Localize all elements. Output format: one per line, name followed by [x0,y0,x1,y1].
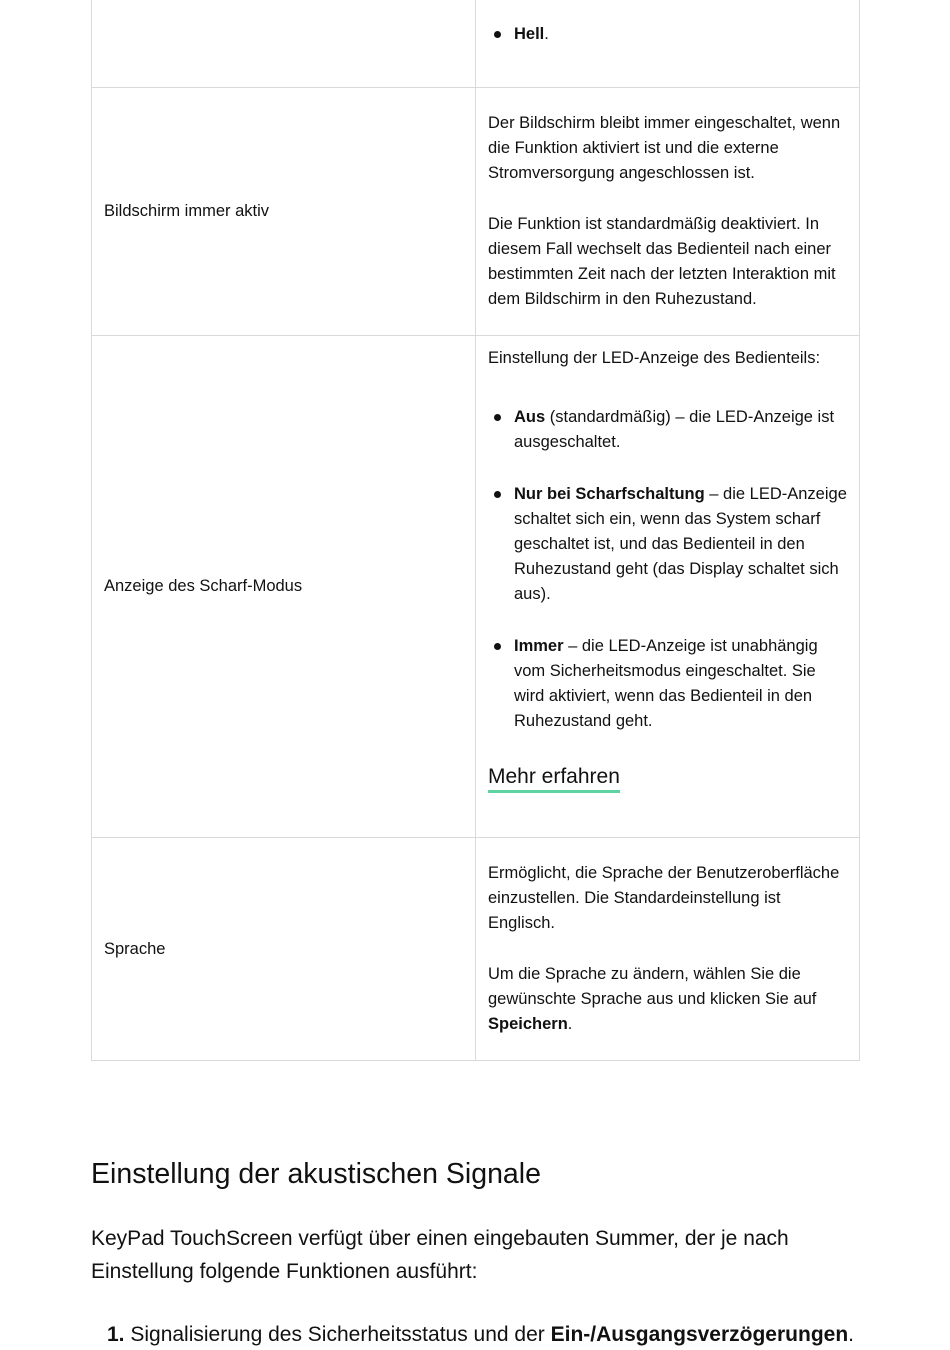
brightness-options-list [488,22,847,47]
setting-label-anzeige: Anzeige des Scharf-Modus [92,336,476,838]
description-paragraph: Ermöglicht, die Sprache der Benutzeroberfläche einzustellen. Die Standardeinstellung ist Englisch. [488,864,840,932]
option-text: (standardmäßig) – die LED-Anzeige ist ausgeschaltet. [514,408,835,451]
option-name: Hell [514,25,545,43]
option-name: Nur bei Scharfschaltung [514,485,705,503]
learn-more-link[interactable]: Mehr erfahren [488,764,620,793]
description-text: . [567,1015,573,1033]
option-text: . [544,25,549,43]
list-item [488,405,847,455]
description-text: Um die Sprache zu ändern, wählen Sie die gewünschte Sprache aus und klicken Sie auf [488,965,817,1008]
section-intro: KeyPad TouchScreen verfügt über einen eingebauten Summer, der je nach Einstellung folgende Funktionen ausführt: [91,1227,789,1283]
setting-label-sprache: Sprache [92,838,476,1061]
setting-description-cell [476,0,860,88]
option-name: Immer [514,637,564,655]
setting-label-bildschirm: Bildschirm immer aktiv [92,88,476,336]
list-item [91,1320,871,1350]
description-paragraph: Der Bildschirm bleibt immer eingeschaltet, wenn die Funktion aktiviert ist und die externe Stromversorgung angeschlossen ist. [488,114,841,182]
setting-description-cell [476,88,860,336]
option-name: Aus [514,408,546,426]
led-options-list [488,405,847,734]
list-text-end: . [848,1323,854,1346]
settings-table [91,0,860,1061]
setting-description-cell [476,336,860,838]
list-number: 1. [107,1323,125,1346]
table-row [92,88,860,336]
table-row [92,336,860,838]
option-text: – die LED-Anzeige ist unabhängig vom Sicherheitsmodus eingeschaltet. Sie wird aktiviert, wenn das Bedienteil in den Ruhezustand geht. [514,637,818,730]
section-heading: Einstellung der akustischen Signale [91,1158,541,1190]
list-item [488,634,847,734]
list-item [488,482,847,607]
list-item [488,22,847,47]
setting-description-cell [476,838,860,1061]
description-paragraph: Einstellung der LED-Anzeige des Bedienteils: [488,349,821,367]
link-wrapper [488,764,847,793]
functions-list [91,1320,871,1350]
table-row [92,0,860,88]
option-text: – die LED-Anzeige schaltet sich ein, wenn das System scharf geschaltet ist, und das Bedienteil in den Ruhezustand geht (das Display schaltet sich aus). [514,485,847,603]
table-row [92,838,860,1061]
save-term: Speichern [488,1015,568,1033]
list-text: Signalisierung des Sicherheitsstatus und der [124,1323,551,1346]
list-bold-text: Ein-/Ausgangsverzögerungen [550,1323,849,1346]
setting-label-cell [92,0,476,88]
description-paragraph [488,962,847,1037]
description-paragraph: Die Funktion ist standardmäßig deaktiviert. In diesem Fall wechselt das Bedienteil nach einer bestimmten Zeit nach der letzten Interaktion mit dem Bildschirm in den Ruhezustand. [488,215,836,308]
